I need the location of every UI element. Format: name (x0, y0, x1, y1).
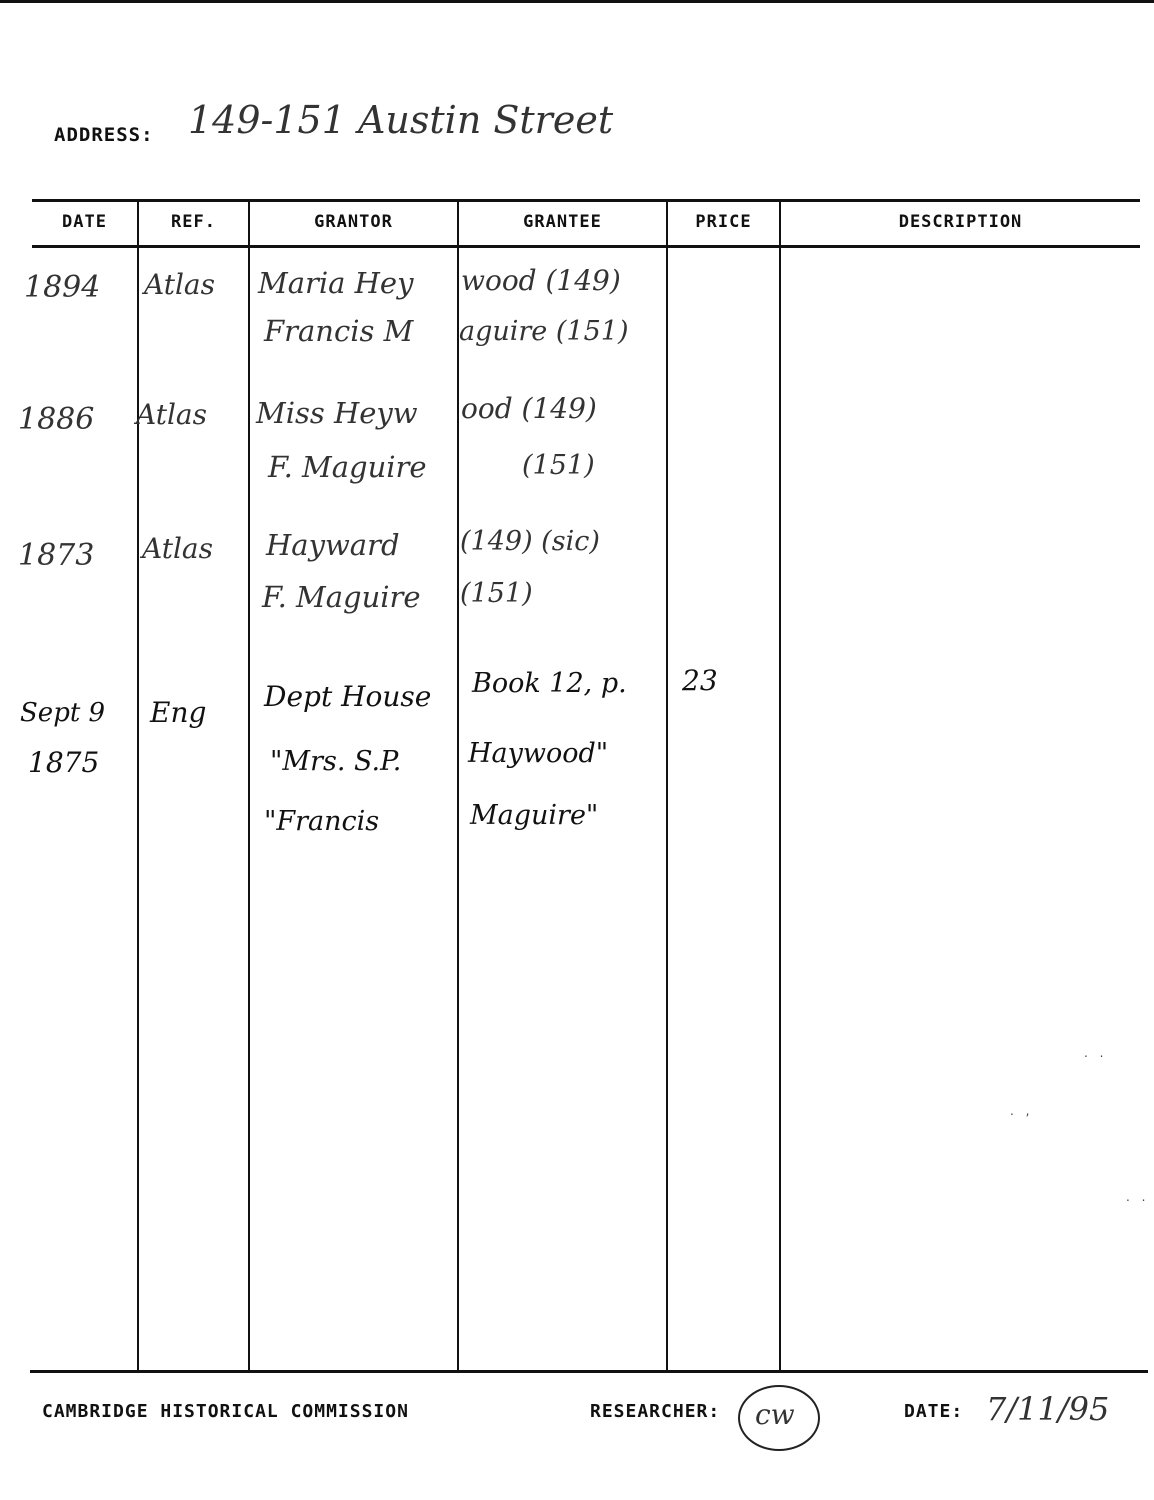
row-3-grantee-line2: (151) (460, 578, 533, 609)
column-header-grantee: GRANTEE (523, 212, 602, 232)
row-3-grantor-line1: Hayward (266, 528, 400, 562)
row-2-date: 1886 (18, 402, 95, 437)
column-header-grantor: GRANTOR (314, 212, 393, 232)
address-value: 149-151 Austin Street (188, 98, 614, 142)
row-4-grantor-line1: Dept House (264, 680, 432, 713)
scan-speck: . . (1084, 1046, 1108, 1060)
row-2-grantee-line1: ood (149) (461, 392, 597, 425)
column-header-ref: REF. (171, 212, 216, 232)
table-header-rule (32, 245, 1140, 248)
column-header-price: PRICE (695, 212, 752, 232)
column-divider-grantee-price (666, 200, 668, 1372)
row-3-grantor-line2: F. Maguire (262, 580, 421, 614)
row-4-grantee-line1: Book 12, p. (472, 668, 627, 699)
row-1-grantor-line2: Francis M (264, 314, 414, 348)
row-2-grantor-line1: Miss Heyw (256, 396, 418, 430)
row-1-grantor-line1: Maria Hey (258, 266, 414, 300)
row-4-date-line1: Sept 9 (20, 698, 106, 728)
scan-speck: . . (1126, 1190, 1150, 1204)
footer-researcher-label: RESEARCHER: (590, 1401, 721, 1422)
row-1-grantee-line2: aguire (151) (459, 316, 629, 347)
row-4-grantee-line3: Maguire" (470, 800, 599, 831)
page-top-edge (0, 0, 1154, 3)
row-3-date: 1873 (18, 538, 95, 573)
row-4-price: 23 (682, 664, 718, 697)
row-3-ref: Atlas (142, 532, 213, 565)
column-header-description: DESCRIPTION (898, 212, 1023, 232)
column-divider-date-ref (137, 200, 139, 1372)
row-2-grantee-line2: (151) (522, 450, 595, 481)
row-4-grantee-line2: Haywood" (468, 738, 609, 769)
row-2-ref: Atlas (136, 398, 207, 431)
row-1-ref: Atlas (144, 268, 215, 301)
table-top-rule (32, 199, 1140, 202)
address-label: ADDRESS: (54, 124, 154, 146)
scan-speck: . , (1010, 1104, 1034, 1118)
row-4-date-line2: 1875 (28, 746, 100, 779)
row-4-grantor-line3: "Francis (264, 806, 380, 837)
column-divider-grantor-grantee (457, 200, 459, 1372)
row-1-grantee-line1: wood (149) (461, 264, 621, 297)
footer-date-label: DATE: (904, 1401, 964, 1422)
row-1-date: 1894 (24, 270, 101, 305)
column-divider-price-description (779, 200, 781, 1372)
row-2-grantor-line2: F. Maguire (268, 450, 427, 484)
column-header-date: DATE (62, 212, 107, 232)
column-divider-ref-grantor (248, 200, 250, 1372)
row-3-grantee-line1: (149) (sic) (460, 526, 600, 557)
row-4-grantor-line2: "Mrs. S.P. (270, 746, 402, 777)
researcher-initials: cw (755, 1398, 795, 1431)
row-4-ref: Eng (150, 696, 207, 729)
table-bottom-rule (30, 1370, 1148, 1373)
footer-commission: CAMBRIDGE HISTORICAL COMMISSION (42, 1401, 409, 1422)
footer-date-value: 7/11/95 (986, 1390, 1110, 1428)
